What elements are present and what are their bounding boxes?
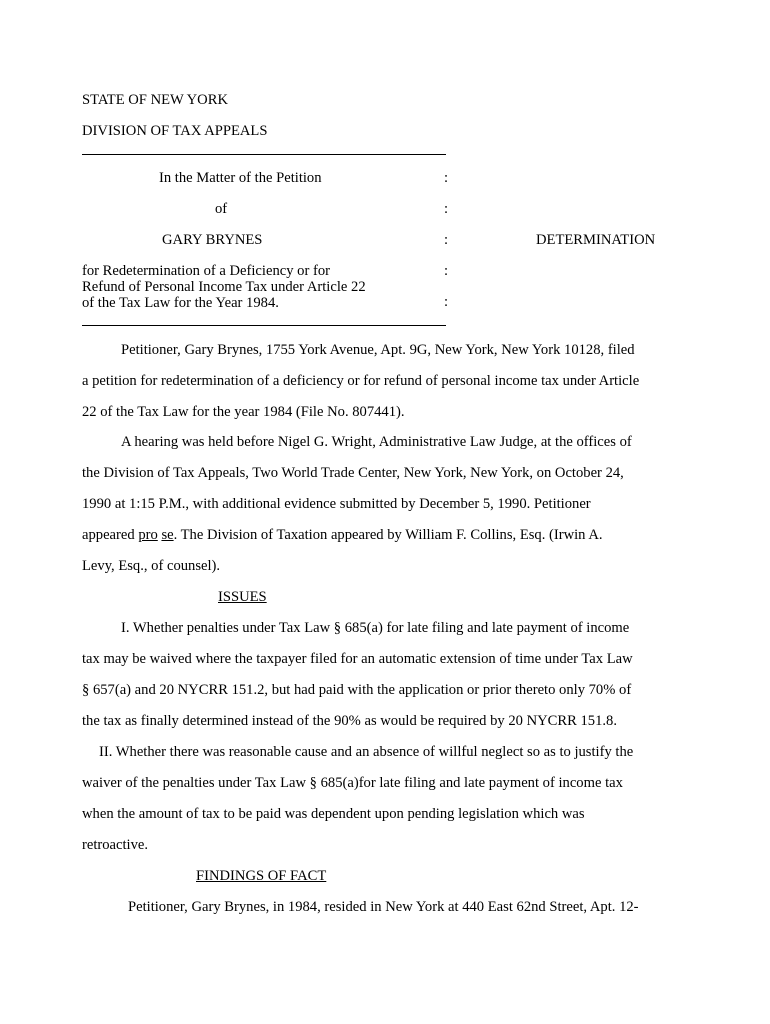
issues-heading: ISSUES <box>218 589 267 605</box>
issue-1-line: I. Whether penalties under Tax Law § 685(a) for late filing and late payment of income <box>121 620 630 636</box>
issue-1-line: the tax as finally determined instead of the 90% as would be required by 20 NYCRR 151.8. <box>82 713 617 729</box>
appeared-suffix: . The Division of Taxation appeared by William F. Collins, Esq. (Irwin A. <box>173 527 603 543</box>
caption-of: of <box>215 201 228 217</box>
caption-petitioner-name: GARY BRYNES <box>162 232 263 248</box>
issue-2-line: when the amount of tax to be paid was dependent upon pending legislation which was <box>82 806 585 822</box>
body-line: a petition for redetermination of a deficiency or for refund of personal income tax under Article <box>82 373 640 389</box>
appeared-prefix: appeared <box>82 527 139 543</box>
caption-in-the-matter: In the Matter of the Petition <box>159 170 322 186</box>
body-line: 22 of the Tax Law for the year 1984 (File No. 807441). <box>82 404 405 420</box>
caption-colon: : <box>444 170 449 186</box>
body-line: Levy, Esq., of counsel). <box>82 558 221 574</box>
caption-bottom-rule <box>82 325 446 326</box>
caption-top-rule <box>82 154 446 155</box>
issue-1-line: § 657(a) and 20 NYCRR 151.2, but had paid with the application or prior thereto only 70% of <box>82 682 632 698</box>
caption-purpose-line: Refund of Personal Income Tax under Article 22 <box>82 279 366 295</box>
caption-purpose-line: of the Tax Law for the Year 1984. <box>82 295 279 311</box>
caption-purpose <box>82 263 366 311</box>
issue-2-line: waiver of the penalties under Tax Law § 685(a)for late filing and late payment of income tax <box>82 775 623 791</box>
body-line: the Division of Tax Appeals, Two World Trade Center, New York, New York, on October 24, <box>82 465 624 481</box>
body-line-appearance <box>82 527 603 544</box>
caption-colon: : <box>444 263 449 279</box>
caption-colon: : <box>444 201 449 217</box>
caption-purpose-line: for Redetermination of a Deficiency or for <box>82 263 330 279</box>
caption-colon: : <box>444 232 449 248</box>
document-type-title: DETERMINATION <box>536 232 656 248</box>
findings-line: Petitioner, Gary Brynes, in 1984, resided in New York at 440 East 62nd Street, Apt. 12- <box>128 899 639 915</box>
state-heading: STATE OF NEW YORK <box>82 92 228 108</box>
findings-heading: FINDINGS OF FACT <box>196 868 327 884</box>
body-line: Petitioner, Gary Brynes, 1755 York Avenue, Apt. 9G, New York, New York 10128, filed <box>121 342 635 358</box>
caption-colon: : <box>444 294 449 310</box>
division-heading: DIVISION OF TAX APPEALS <box>82 123 268 139</box>
issue-2-line: II. Whether there was reasonable cause and an absence of willful neglect so as to justify the <box>99 744 634 760</box>
issue-2-line: retroactive. <box>82 837 149 853</box>
issue-1-line: tax may be waived where the taxpayer filed for an automatic extension of time under Tax Law <box>82 651 633 667</box>
pro-term: pro <box>138 527 158 543</box>
body-line: 1990 at 1:15 P.M., with additional evidence submitted by December 5, 1990. Petitioner <box>82 496 591 512</box>
se-term: se <box>161 527 174 543</box>
body-line: A hearing was held before Nigel G. Wright, Administrative Law Judge, at the offices of <box>121 434 632 450</box>
